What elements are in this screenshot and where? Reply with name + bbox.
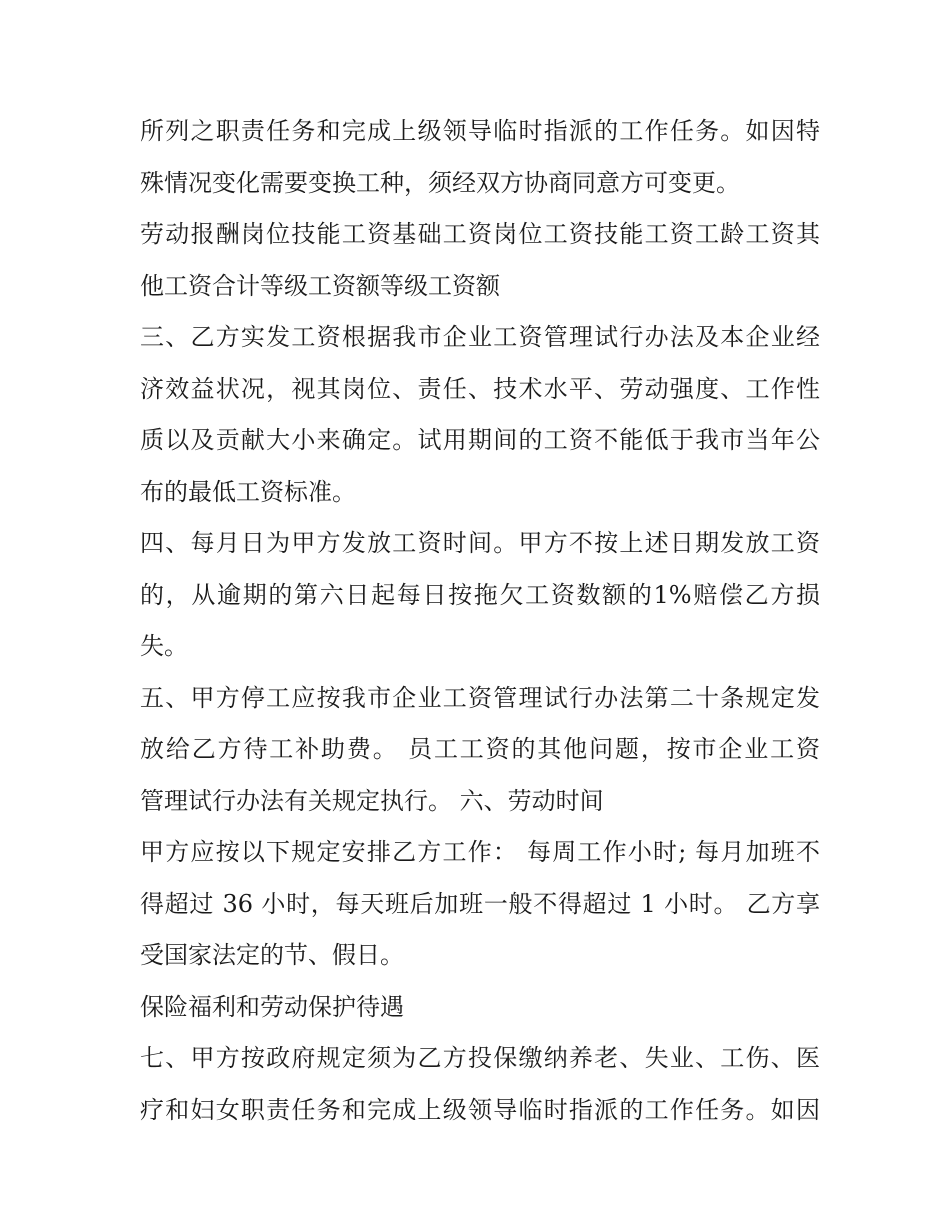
text-line-16: 得超过 36 小时，每天班后加班一般不得超过 1 小时。 乙方享 (140, 889, 820, 918)
text-line-18: 保险福利和劳动保护待遇 (140, 992, 404, 1021)
text-line-7: 质以及贡献大小来确定。试用期间的工资不能低于我市当年公 (140, 426, 820, 454)
document-body (140, 106, 820, 1136)
text-line-19: 七、甲方按政府规定须为乙方投保缴纳养老、失业、工伤、医 (140, 1044, 820, 1072)
text-line-14: 管理试行办法有关规定执行。 六、劳动时间 (140, 786, 604, 815)
text-line-15: 甲方应按以下规定安排乙方工作： 每周工作小时; 每月加班不 (140, 838, 820, 866)
text-line-20: 疗和妇女职责任务和完成上级领导临时指派的工作任务。如因 (140, 1095, 820, 1124)
text-line-8: 布的最低工资标准。 (140, 477, 356, 506)
text-line-13: 放给乙方待工补助费。 员工工资的其他问题，按市企业工资 (140, 735, 820, 763)
text-line-2: 殊情况变化需要变换工种，须经双方协商同意方可变更。 (140, 168, 740, 197)
text-line-1: 所列之职责任务和完成上级领导临时指派的工作任务。如因特 (140, 117, 820, 145)
text-line-9: 四、每月日为甲方发放工资时间。甲方不按上述日期发放工资 (140, 529, 820, 557)
text-line-6: 济效益状况，视其岗位、责任、技术水平、劳动强度、工作性 (140, 374, 820, 403)
text-line-17: 受国家法定的节、假日。 (140, 941, 404, 969)
text-line-5: 三、乙方实发工资根据我市企业工资管理试行办法及本企业经 (140, 323, 820, 351)
text-line-3: 劳动报酬岗位技能工资基础工资岗位工资技能工资工龄工资其 (140, 220, 820, 248)
text-line-11: 失。 (140, 632, 188, 660)
text-line-12: 五、甲方停工应按我市企业工资管理试行办法第二十条规定发 (140, 683, 820, 712)
text-line-10: 的，从逾期的第六日起每日按拖欠工资数额的1%赔偿乙方损 (140, 580, 820, 609)
text-line-4: 他工资合计等级工资额等级工资额 (140, 271, 500, 300)
